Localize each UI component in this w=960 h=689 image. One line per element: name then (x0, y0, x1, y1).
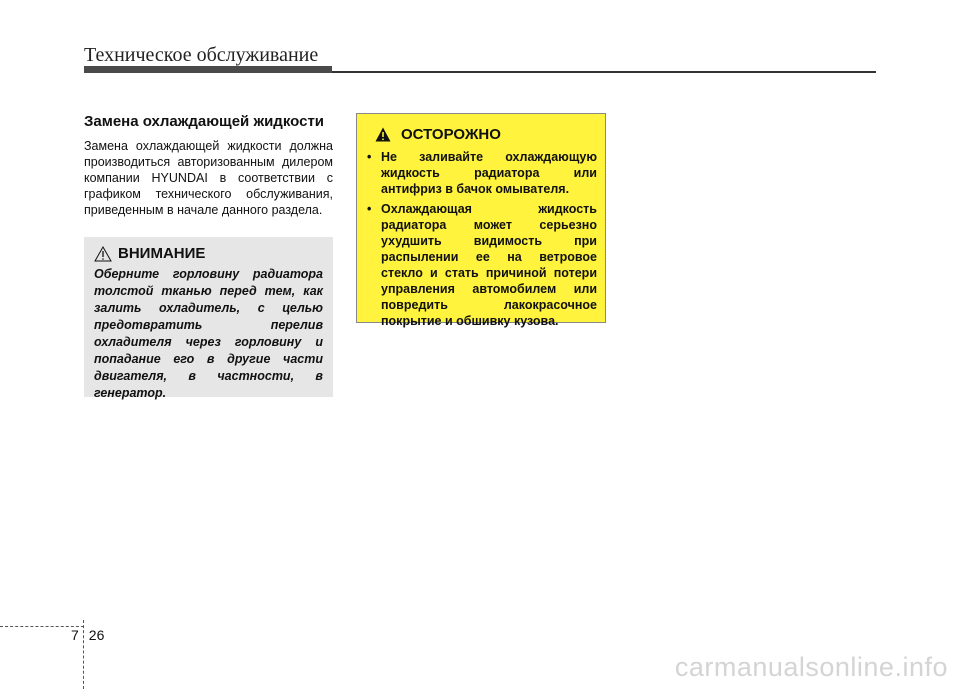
caution-list (367, 149, 597, 329)
attention-header (94, 245, 323, 262)
section-title: Замена охлаждающей жидкости (84, 113, 325, 130)
watermark: carmanualsonline.info (674, 652, 948, 682)
caution-heading: ОСТОРОЖНО (401, 126, 501, 143)
header-rule-thin (332, 71, 876, 73)
chapter-number: 7 (71, 627, 79, 643)
page-number-value: 26 (88, 627, 105, 643)
caution-item: • Охлаждающая жидкость радиатора может серьезно ухудшить видимость при распылении ее на ветровое стекло и стать причиной потери управления автомобилем или повредить лакокрасочное покрытие и обшивку кузова. (367, 201, 597, 329)
warning-filled-icon (375, 127, 391, 142)
caution-item: • Не заливайте охлаждающую жидкость радиатора или антифриз в бачок омывателя. (367, 149, 597, 197)
chapter-title: Техническое обслуживание (84, 44, 319, 66)
warning-outline-icon (94, 246, 112, 262)
page-number (71, 627, 104, 643)
attention-box (84, 237, 333, 400)
header-rule-thick (84, 66, 332, 73)
left-column (84, 113, 333, 218)
section-body: Замена охлаждающей жидкости должна производиться авторизованным дилером компании HYUNDAI в соответствии с графиком технического обслуживания, приведенным в начале данного раздела. (84, 139, 333, 217)
caution-box (356, 113, 606, 328)
attention-heading: ВНИМАНИЕ (118, 245, 206, 262)
caution-header (375, 126, 597, 143)
attention-text: Оберните горловину радиатора толстой тканью перед тем, как залить охладитель, с целью предотвратить перелив охладителя через горловину и попадание его в другие части двигателя, в частности, в генератор. (94, 267, 323, 400)
